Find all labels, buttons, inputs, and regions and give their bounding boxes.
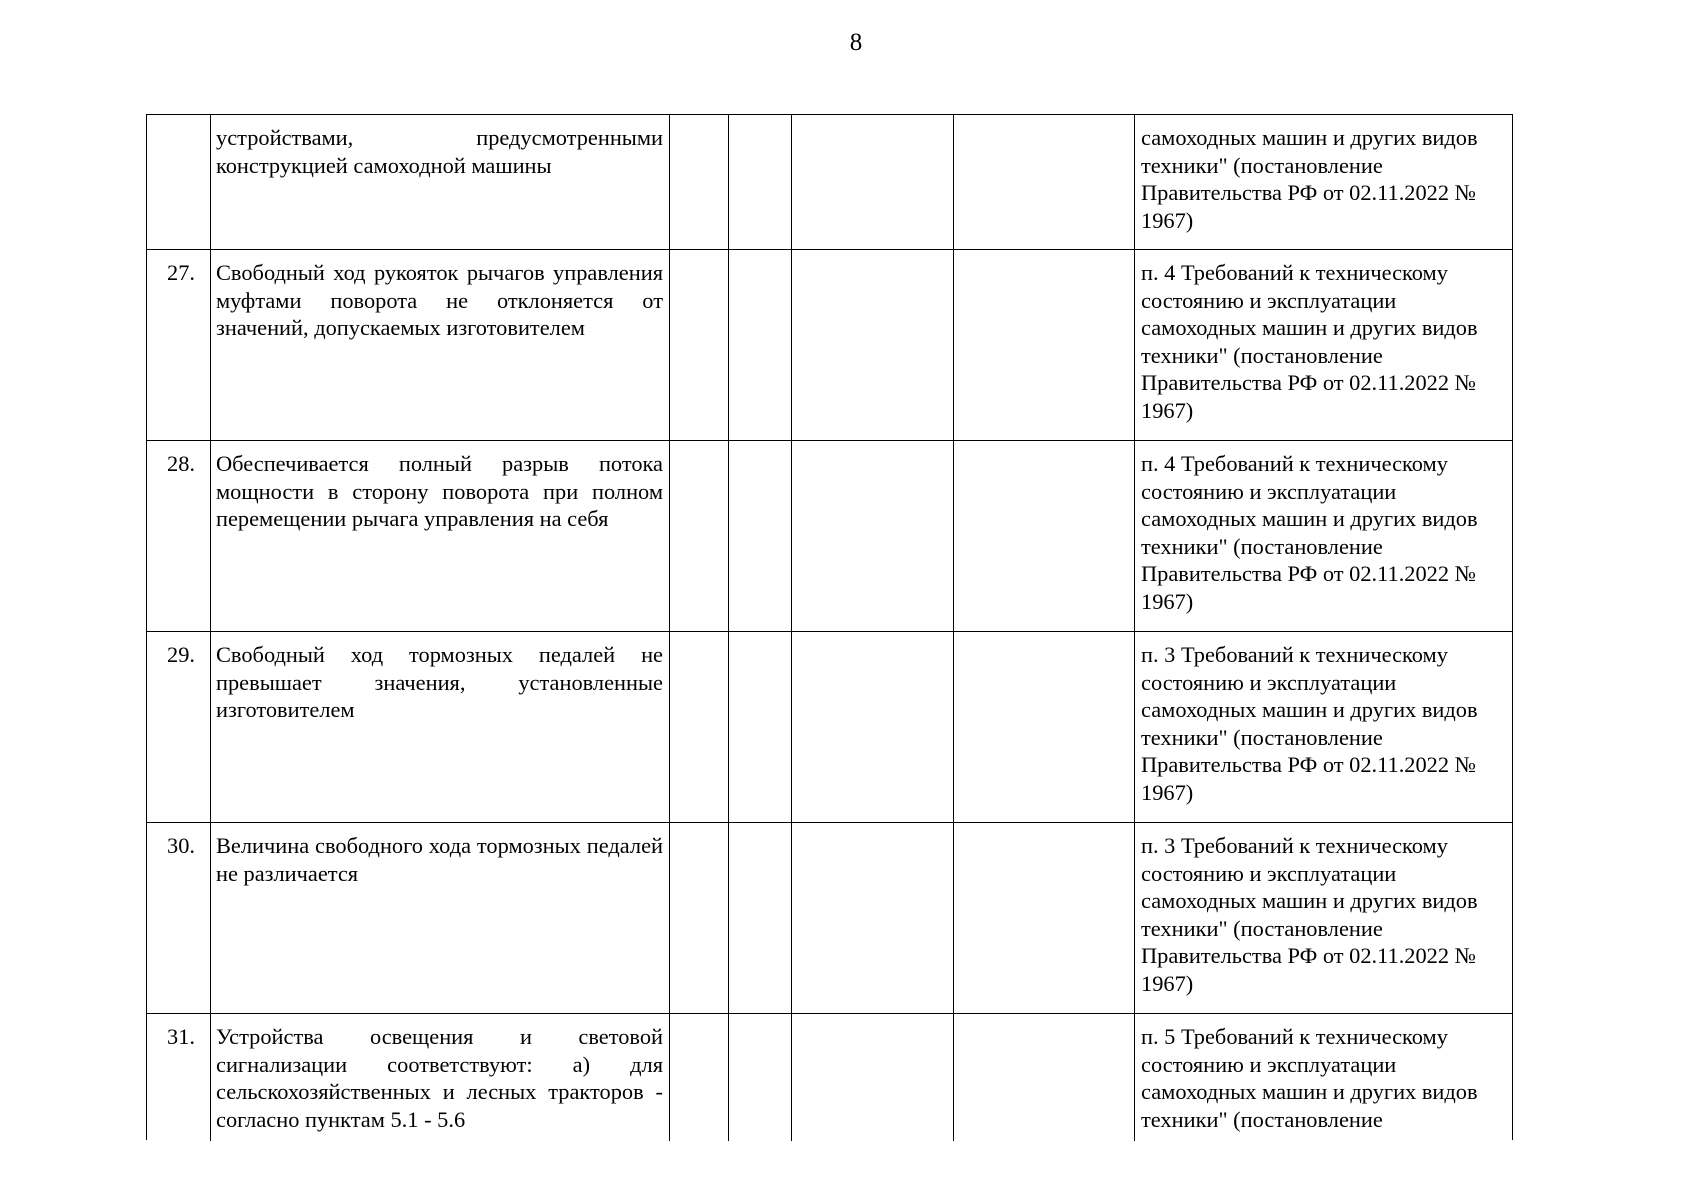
row-number: 31. xyxy=(167,1024,195,1049)
requirements-table xyxy=(146,114,1513,1140)
reference-text: п. 5 Требований к техническому состоянию и эксплуатации самоходных машин и других видов техники" (постановление xyxy=(1141,1024,1478,1132)
row-number: 29. xyxy=(167,642,195,667)
table-row xyxy=(147,632,1512,823)
reference-text: самоходных машин и других видов техники" (постановление Правительства РФ от 02.11.2022 № 1967) xyxy=(1141,125,1478,233)
table-row xyxy=(147,115,1512,250)
row-number: 27. xyxy=(167,260,195,285)
requirement-text: Свободный ход тормозных педалей не превышает значения, установленные изготовителем xyxy=(216,642,663,723)
requirement-text: Устройства освещения и световой сигнализации соответствуют: а) для сельскохозяйственных и лесных тракторов - согласно пунктам 5.1 - 5.6 xyxy=(216,1024,663,1132)
reference-text: п. 4 Требований к техническому состоянию и эксплуатации самоходных машин и других видов техники" (постановление Правительства РФ от 02.11.2022 № 1967) xyxy=(1141,260,1478,423)
reference-text: п. 3 Требований к техническому состоянию и эксплуатации самоходных машин и других видов техники" (постановление Правительства РФ от 02.11.2022 № 1967) xyxy=(1141,642,1478,805)
page-number: 8 xyxy=(849,29,863,56)
table-row xyxy=(147,250,1512,441)
reference-text: п. 3 Требований к техническому состоянию и эксплуатации самоходных машин и других видов техники" (постановление Правительства РФ от 02.11.2022 № 1967) xyxy=(1141,833,1478,996)
requirement-text: устройствами, предусмотренными конструкцией самоходной машины xyxy=(216,125,663,178)
table-row xyxy=(147,823,1512,1014)
table-row xyxy=(147,441,1512,632)
row-number: 30. xyxy=(167,833,195,858)
requirement-text: Величина свободного хода тормозных педалей не различается xyxy=(216,833,663,886)
table-row xyxy=(147,1014,1512,1141)
requirement-text: Обеспечивается полный разрыв потока мощности в сторону поворота при полном перемещении рычага управления на себя xyxy=(216,451,663,532)
requirement-text: Свободный ход рукояток рычагов управления муфтами поворота не отклоняется от значений, допускаемых изготовителем xyxy=(216,260,663,341)
row-number: 28. xyxy=(167,451,195,476)
reference-text: п. 4 Требований к техническому состоянию и эксплуатации самоходных машин и других видов техники" (постановление Правительства РФ от 02.11.2022 № 1967) xyxy=(1141,451,1478,614)
